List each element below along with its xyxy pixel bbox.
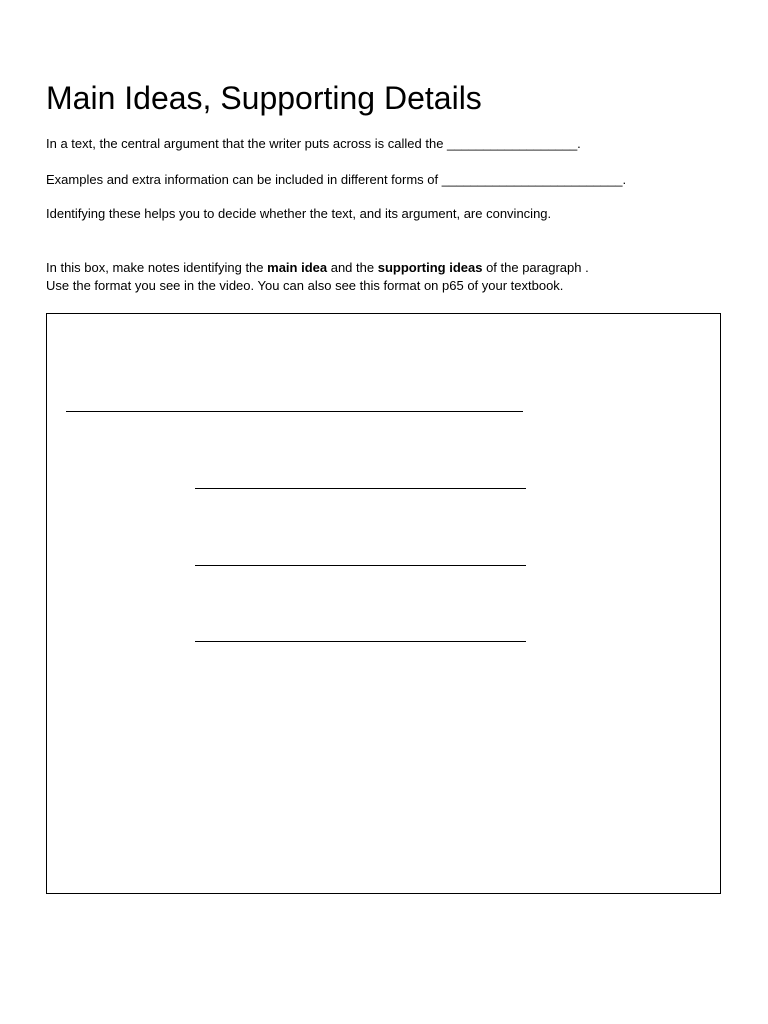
instruction-part-2: and the (327, 260, 378, 275)
main-idea-line[interactable] (66, 411, 523, 412)
format-instruction-text: Use the format you see in the video. You can also see this format on p65 of your textbook. (46, 278, 564, 293)
supporting-idea-line-2[interactable] (195, 565, 526, 566)
page-title: Main Ideas, Supporting Details (46, 80, 482, 116)
instruction-part-3: of the paragraph . (482, 260, 589, 275)
instruction-text (46, 259, 589, 277)
supporting-idea-line-3[interactable] (195, 641, 526, 642)
supporting-ideas-emphasis: supporting ideas (377, 260, 483, 275)
explanation-text: Identifying these helps you to decide whether the text, and its argument, are convincing. (46, 206, 552, 221)
fill-in-question-main-argument: In a text, the central argument that the writer puts across is called the __________________. (46, 136, 581, 151)
notes-box[interactable] (46, 313, 721, 894)
fill-in-question-examples: Examples and extra information can be included in different forms of _________________________. (46, 172, 627, 187)
supporting-idea-line-1[interactable] (195, 488, 526, 489)
instruction-part-1: In this box, make notes identifying the (46, 260, 268, 275)
main-idea-emphasis: main idea (267, 260, 328, 275)
